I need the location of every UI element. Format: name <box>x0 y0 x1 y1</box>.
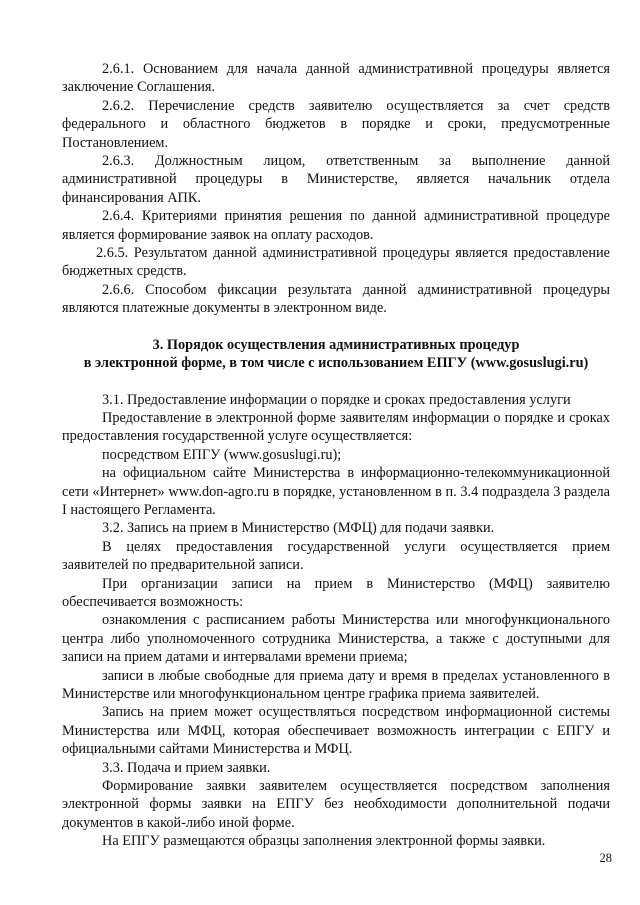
paragraph-3-2-system: Запись на прием может осуществляться посредством информационной системы Министерства или МФЦ, которая обеспечивает возможность интеграции с ЕПГУ и официальными сайтами Министерства и МФЦ. <box>62 704 610 758</box>
paragraph-2-6-1: 2.6.1. Основанием для начала данной административной процедуры является заключение Соглашения. <box>62 61 610 96</box>
paragraph-3-2-purpose: В целях предоставления государственной услуги осуществляется прием заявителей по предварительной записи. <box>62 538 610 574</box>
spacer <box>62 373 610 391</box>
paragraph-3-1-title: 3.1. Предоставление информации о порядке и сроках предоставления услуги <box>102 391 571 408</box>
page-number: 28 <box>599 851 612 865</box>
paragraph-3-2-schedule: ознакомления с расписанием работы Министерства или многофункционального центра либо уполномоченного сотрудника Министерства, а также с доступными для записи на прием датами и интервалами времени приема; <box>62 612 610 666</box>
paragraph-3-1-website: на официальном сайте Министерства в информационно-телекоммуникационной сети «Интернет» www.don-agro.ru в порядке, установленном в п. 3.4 подраздела 3 раздела I настоящего Регламента. <box>62 465 610 518</box>
paragraph-3-2-booking: записи в любые свободные для приема дату и время в пределах установленного в Министерстве или многофункциональном центре графика приема заявителей. <box>62 667 610 702</box>
paragraph-3-1-intro: Предоставление в электронной форме заявителям информации о порядке и сроках предоставления государственной услуге осуществляется: <box>62 409 610 445</box>
section-heading-line-1: 3. Порядок осуществления административных процедур <box>152 336 520 353</box>
paragraph-3-3-title: 3.3. Подача и прием заявки. <box>102 759 271 776</box>
paragraph-2-6-6: 2.6.6. Способом фиксации результата данной административной процедуры являются платежные документы в электронном виде. <box>62 281 610 317</box>
paragraph-3-3-samples: На ЕПГУ размещаются образцы заполнения электронной формы заявки. <box>102 833 546 850</box>
page-content <box>62 60 610 851</box>
paragraph-2-6-3: 2.6.3. Должностным лицом, ответственным за выполнение данной административной процедуры в Министерстве, является начальник отдела финансирования АПК. <box>62 153 610 206</box>
spacer <box>62 318 610 336</box>
paragraph-3-2-title: 3.2. Запись на прием в Министерство (МФЦ) для подачи заявки. <box>102 520 495 537</box>
paragraph-2-6-2: 2.6.2. Перечисление средств заявителю осуществляется за счет средств федерального и областного бюджетов в порядке и сроки, предусмотренные Постановлением. <box>62 97 610 151</box>
paragraph-2-6-5: 2.6.5. Результатом данной административной процедуры является предоставление бюджетных средств. <box>62 245 610 280</box>
section-heading-line-2: в электронной форме, в том числе с использованием ЕПГУ (www.gosuslugi.ru) <box>83 355 589 372</box>
paragraph-3-1-epgu: посредством ЕПГУ (www.gosuslugi.ru); <box>102 446 342 463</box>
paragraph-3-2-organization: При организации записи на прием в Министерство (МФЦ) заявителю обеспечивается возможность: <box>62 575 610 610</box>
paragraph-2-6-4: 2.6.4. Критериями принятия решения по данной административной процедуре является формирование заявок на оплату расходов. <box>62 208 610 243</box>
paragraph-3-3-forming: Формирование заявки заявителем осуществляется посредством заполнения электронной формы заявки на ЕПГУ без необходимости дополнительной подачи документов в какой-либо иной форме. <box>62 778 610 831</box>
